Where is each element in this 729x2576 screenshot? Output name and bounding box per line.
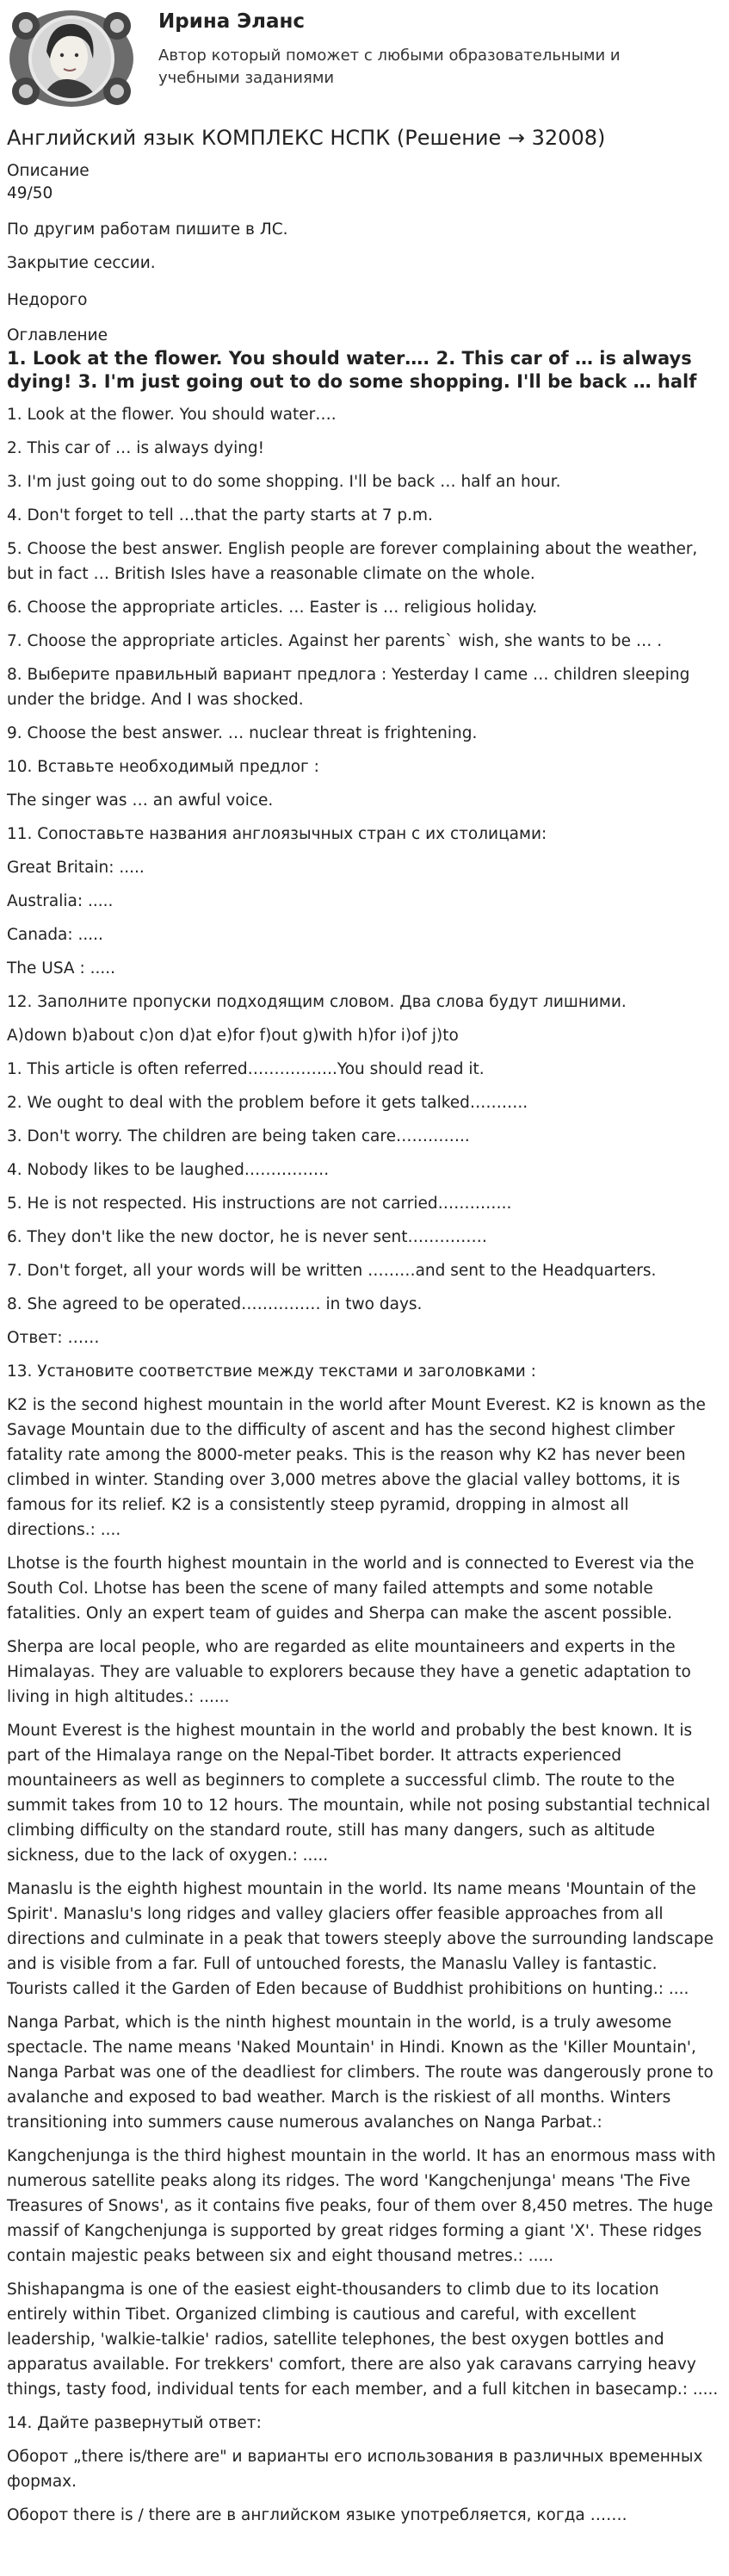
author-header	[7, 0, 722, 114]
content-item: Shishapangma is one of the easiest eight-thousanders to climb due to its location entirely within Tibet. Organized climbing is cautious and careful, with excellent leadership, 'walkie-talkie' radios, satellite telephones, the best oxygen bottles and apparatus available. For trekkers' comfort, there are also yak caravans carrying heavy things, tasty food, individual tents for each member, and a full kitchen in basecamp.: .....	[7, 2281, 719, 2399]
content-item: 7. Choose the appropriate articles. Against her parents` wish, she wants to be … .	[7, 632, 663, 650]
content-item: 6. Choose the appropriate articles. … Easter is … religious holiday.	[7, 599, 538, 617]
content-item: Australia: .....	[7, 892, 114, 910]
content-item: 1. Look at the flower. You should water….	[7, 406, 337, 424]
content-list	[7, 402, 722, 2528]
content-item: K2 is the second highest mountain in the world after Mount Everest. K2 is known as the Savage Mountain due to the difficulty of ascent and has the second highest climber fatality rate among the 8000-meter peaks. This is the reason why K2 has never been climbed in winter. Standing over 3,000 metres above the glacial valley bottoms, it is famous for its relief. K2 is a consistently steep pyramid, dropping in almost all directions.: ....	[7, 1396, 706, 1539]
content-item: 4. Nobody likes to be laughed…………….	[7, 1161, 330, 1179]
content-item: 3. Don't worry. The children are being taken care…………..	[7, 1127, 470, 1145]
content-item: 4. Don't forget to tell …that the party starts at 7 p.m.	[7, 506, 433, 525]
toc-label: Оглавление	[7, 326, 108, 345]
content-item: Ответ: ……	[7, 1329, 100, 1347]
content-item: 7. Don't forget, all your words will be written ………and sent to the Headquarters.	[7, 1262, 657, 1280]
author-name[interactable]: Ирина Эланс	[158, 10, 306, 33]
description-label: Описание	[7, 162, 90, 180]
content-item: 10. Вставьте необходимый предлог :	[7, 758, 319, 776]
intro-line: Закрытие сессии.	[7, 254, 156, 272]
content-item: 8. She agreed to be operated…………… in two days.	[7, 1295, 423, 1313]
content-item: 1. This article is often referred……………..You should read it.	[7, 1060, 485, 1078]
content-item: 14. Дайте развернутый ответ:	[7, 2414, 262, 2432]
author-description: Автор который поможет с любыми образовательными и учебными заданиями	[158, 47, 621, 87]
intro-line: По другим работам пишите в ЛС.	[7, 220, 288, 239]
score: 49/50	[7, 184, 53, 202]
content-item: Canada: .....	[7, 926, 103, 944]
content-item: Manaslu is the eighth highest mountain in the world. Its name means 'Mountain of the Spirit'. Manaslu's long ridges and valley glaciers offer feasible approaches from all directions and culminate in a peak that towers steeply above the surrounding landscape and is visible from a far. Full of untouched forests, the Manaslu Valley is fantastic. Tourists called it the Garden of Eden because of Buddhist prohibitions on hunting.: ....	[7, 1880, 714, 1998]
avatar[interactable]	[7, 7, 136, 110]
content-item: 2. This car of … is always dying!	[7, 439, 265, 457]
avatar-image-icon	[7, 7, 136, 110]
content-item: 3. I'm just going out to do some shopping. I'll be back … half an hour.	[7, 473, 561, 491]
author-info	[158, 10, 692, 90]
content-item: 6. They don't like the new doctor, he is never sent……………	[7, 1228, 487, 1246]
content-item: Great Britain: .....	[7, 859, 145, 877]
content-item: A)down b)about c)on d)at e)for f)out g)with h)for i)of j)to	[7, 1027, 459, 1045]
content-item: 8. Выберите правильный вариант предлога : Yesterday I came … children sleeping under the bridge. And I was shocked.	[7, 666, 690, 709]
work-title: Английский язык КОМПЛЕКС НСПК (Решение → 32008)	[7, 126, 606, 150]
content-item: Оборот „there is/there are" и варианты его использования в различных временных формах.	[7, 2448, 703, 2491]
content-item: 2. We ought to deal with the problem before it gets talked………..	[7, 1094, 528, 1112]
content-item: The singer was … an awful voice.	[7, 791, 274, 810]
content-item: 9. Choose the best answer. … nuclear threat is frightening.	[7, 724, 478, 742]
content-item: 12. Заполните пропуски подходящим словом. Два слова будут лишними.	[7, 993, 627, 1011]
content-item: Sherpa are local people, who are regarded as elite mountaineers and experts in the Himalayas. They are valuable to explorers because they have a genetic adaptation to living in high altitudes.: ......	[7, 1638, 691, 1706]
content-item: Mount Everest is the highest mountain in the world and probably the best known. It is part of the Himalaya range on the Nepal-Tibet border. It attracts experienced mountaineers as well as beginners to complete a successful climb. The route to the summit takes from 10 to 12 hours. The mountain, while not posing substantial technical climbing difficulty on the standard route, still has many dangers, such as altitude sickness, due to the lack of oxygen.: .....	[7, 1722, 711, 1865]
content-item: 5. He is not respected. His instructions are not carried…………..	[7, 1195, 512, 1213]
content-item: 13. Установите соответствие между текстами и заголовками :	[7, 1362, 536, 1381]
content-item: 5. Choose the best answer. English people are forever complaining about the weather, but in fact … British Isles have a reasonable climate on the whole.	[7, 540, 698, 583]
content-item: Оборот there is / there are в английском языке употребляется, когда …….	[7, 2506, 627, 2524]
intro-line: Недорого	[7, 291, 88, 309]
toc-title: 1. Look at the flower. You should water…. 2. This car of … is always dying! 3. I'm just going out to do some shopping. I'll be back … half	[7, 348, 697, 392]
content-item: Kangchenjunga is the third highest mountain in the world. It has an enormous mass with numerous satellite peaks along its ridges. The word 'Kangchenjunga' means 'The Five Treasures of Snows', as it contains five peaks, four of them over 8,450 metres. The huge massif of Kangchenjunga is supported by great ridges forming a giant 'X'. These ridges contain majestic peaks between six and eight thousand metres.: .....	[7, 2147, 716, 2265]
content-item: Nanga Parbat, which is the ninth highest mountain in the world, is a truly awesome spectacle. The name means 'Naked Mountain' in Hindi. Known as the 'Killer Mountain', Nanga Parbat was one of the deadliest for climbers. The route was dangerously prone to avalanche and exposed to bad weather. March is the riskiest of all months. Winters transitioning into summers cause numerous avalanches on Nanga Parbat.:	[7, 2014, 714, 2132]
content-item: 11. Сопоставьте названия англоязычных стран с их столицами:	[7, 825, 547, 843]
content-item: The USA : .....	[7, 959, 115, 978]
content-item: Lhotse is the fourth highest mountain in the world and is connected to Everest via the South Col. Lhotse has been the scene of many failed attempts and some notable fatalities. Only an expert team of guides and Sherpa can make the ascent possible.	[7, 1555, 695, 1623]
